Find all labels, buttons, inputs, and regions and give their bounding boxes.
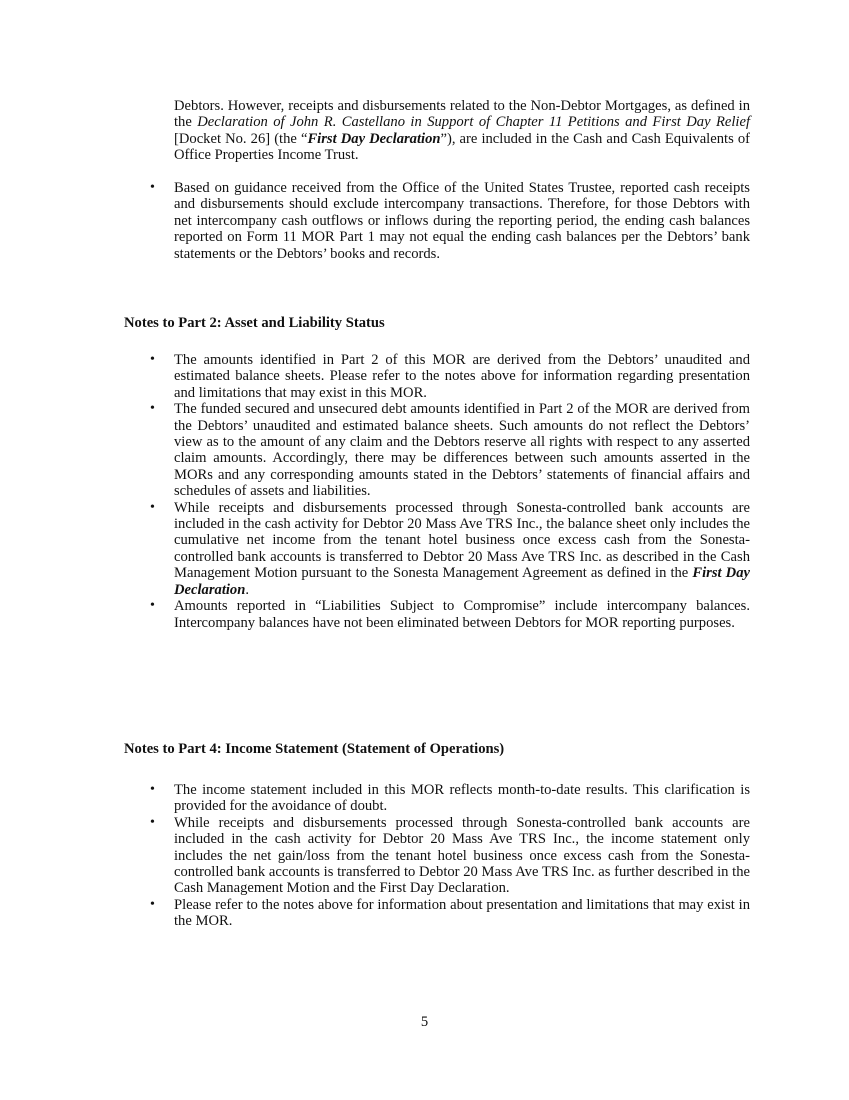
page-number: 5 bbox=[420, 1014, 429, 1030]
continuation-text-1: Debtors. However, receipts and disbursements related to the Non-Debtor Mortgages, as defined in the bbox=[174, 98, 750, 131]
first-day-declaration-term: First Day Declaration bbox=[174, 565, 750, 598]
continuation-text-5: ”), are included in the Cash and Cash Equivalents of Office Properties Income Trust. bbox=[174, 130, 750, 164]
part2-bullet-list bbox=[174, 352, 750, 631]
list-item: • While receipts and disbursements processed through Sonesta-controlled bank accounts are included in the cash activity for Debtor 20 Mass Ave TRS Inc., the income statement only includes the net gain/loss from the tenant hotel business once excess cash from the Sonesta-controlled bank accounts is transferred to Debtor 20 Mass Ave TRS Inc. as further described in the Cash Management Motion and the First Day Declaration. bbox=[174, 815, 750, 897]
section-heading-part-2: Notes to Part 2: Asset and Liability Status bbox=[124, 315, 385, 331]
list-item-text: While receipts and disbursements processed through Sonesta-controlled bank accounts are included in the cash activity for Debtor 20 Mass Ave TRS Inc., the balance sheet only includes the cumulative net income from the tenant hotel business once excess cash from the Sonesta-controlled bank accounts is transferred to Debtor 20 Mass Ave TRS Inc. as described in the Cash Management Motion pursuant to the Sonesta Management Agreement as defined in the bbox=[174, 499, 750, 582]
list-item: • Based on guidance received from the Office of the United States Trustee, reported cash receipts and disbursements should exclude intercompany transactions. Therefore, for those Debtors with net intercompany cash outflows or inflows during the reporting period, the ending cash balances reported on Form 11 MOR Part 1 may not equal the ending cash balances per the Debtors’ bank statements or the Debtors’ books and records. bbox=[174, 180, 750, 262]
part4-bullet-list bbox=[174, 782, 750, 930]
list-item: • Please refer to the notes above for information about presentation and limitations that may exist in the MOR. bbox=[174, 897, 750, 930]
list-item: • Amounts reported in “Liabilities Subject to Compromise” include intercompany balances. Intercompany balances have not been eliminated between Debtors for MOR reporting purposes. bbox=[174, 598, 750, 631]
continuation-text-3: [Docket No. 26] (the “ bbox=[174, 130, 308, 147]
list-item bbox=[174, 500, 750, 598]
list-item: • The funded secured and unsecured debt amounts identified in Part 2 of the MOR are derived from the Debtors’ unaudited and estimated balance sheets. Such amounts do not reflect the Debtors’ view as to the amount of any claim and the Debtors reserve all rights with respect to any asserted claim amounts. Accordingly, there may be differences between such amounts asserted in the MORs and any corresponding amounts stated in the Debtors’ statements of financial affairs and schedules of assets and liabilities. bbox=[174, 401, 750, 499]
continuation-paragraph bbox=[174, 98, 750, 164]
list-item: • The amounts identified in Part 2 of this MOR are derived from the Debtors’ unaudited and estimated balance sheets. Please refer to the notes above for information regarding presentation and limitations that may exist in this MOR. bbox=[174, 352, 750, 401]
first-day-declaration-term: First Day Declaration bbox=[307, 130, 441, 147]
section-heading-part-4: Notes to Part 4: Income Statement (Statement of Operations) bbox=[124, 741, 505, 757]
list-item-period: . bbox=[245, 581, 250, 598]
list-item: • The income statement included in this MOR reflects month-to-date results. This clarification is provided for the avoidance of doubt. bbox=[174, 782, 750, 815]
part1-bullet-list bbox=[174, 180, 750, 262]
declaration-title: Declaration of John R. Castellano in Support of Chapter 11 Petitions and First Day Relief bbox=[197, 114, 750, 131]
